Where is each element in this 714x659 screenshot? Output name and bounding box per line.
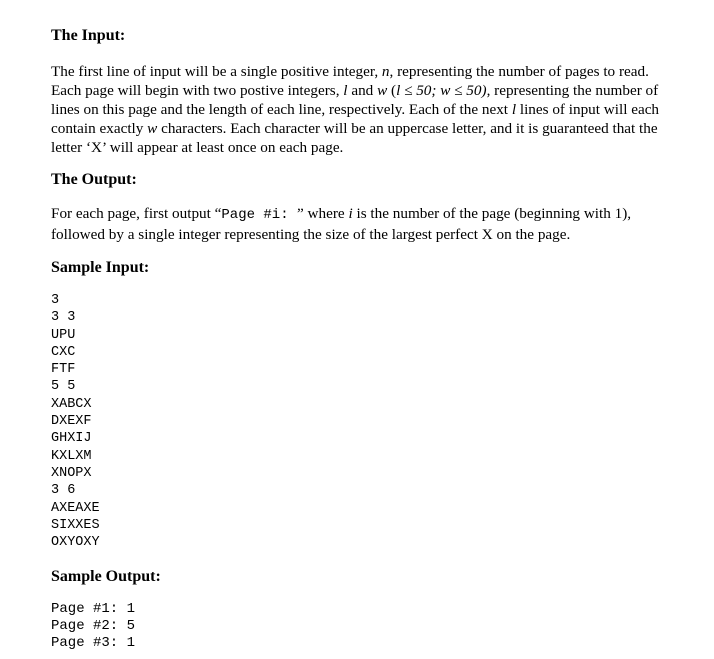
output-text-2: ” where	[297, 205, 349, 222]
input-description	[51, 62, 676, 157]
w-variable-2: w	[147, 120, 158, 137]
l-variable-2: l	[511, 101, 517, 118]
input-text-6: lines of input will each contain exactly	[51, 101, 660, 137]
input-text-7: characters. Each character will be an uppercase letter, and it is guaranteed that the letter ‘X’ will appear at least once on each page.	[51, 120, 658, 156]
w-variable: w	[377, 82, 388, 99]
n-variable: n	[381, 63, 390, 80]
i-variable: i	[348, 205, 353, 222]
sample-output-block: Page #1: 1 Page #2: 5 Page #3: 1	[51, 601, 136, 651]
output-description	[51, 204, 676, 244]
input-text-4: (	[387, 82, 397, 99]
input-heading: The Input:	[51, 27, 126, 44]
output-text-1: For each page, first output “	[51, 205, 222, 222]
page-code: Page #i:	[221, 207, 298, 223]
input-text-3: and	[347, 82, 378, 99]
sample-input-block: 3 3 3 UPU CXC FTF 5 5 XABCX DXEXF GHXIJ KXLXM XNOPX 3 6 AXEAXE SIXXES OXYOXY	[51, 293, 100, 551]
sample-output-heading: Sample Output:	[51, 568, 161, 585]
input-text-1: The first line of input will be a single positive integer,	[51, 63, 382, 80]
sample-input-heading: Sample Input:	[51, 259, 150, 276]
output-text-3: is the number of the page (beginning with 1), followed by a single integer representing the size of the largest perfect X on the page.	[51, 205, 632, 243]
output-heading: The Output:	[51, 171, 137, 188]
input-text-2: , representing the number of pages to read. Each page will begin with two postive integers,	[51, 63, 649, 99]
constraint-text: l ≤ 50; w ≤ 50)	[396, 82, 487, 99]
input-text-5: , representing the number of lines on this page and the length of each line, respectively. Each of the next	[51, 82, 659, 118]
l-variable: l	[343, 82, 348, 99]
